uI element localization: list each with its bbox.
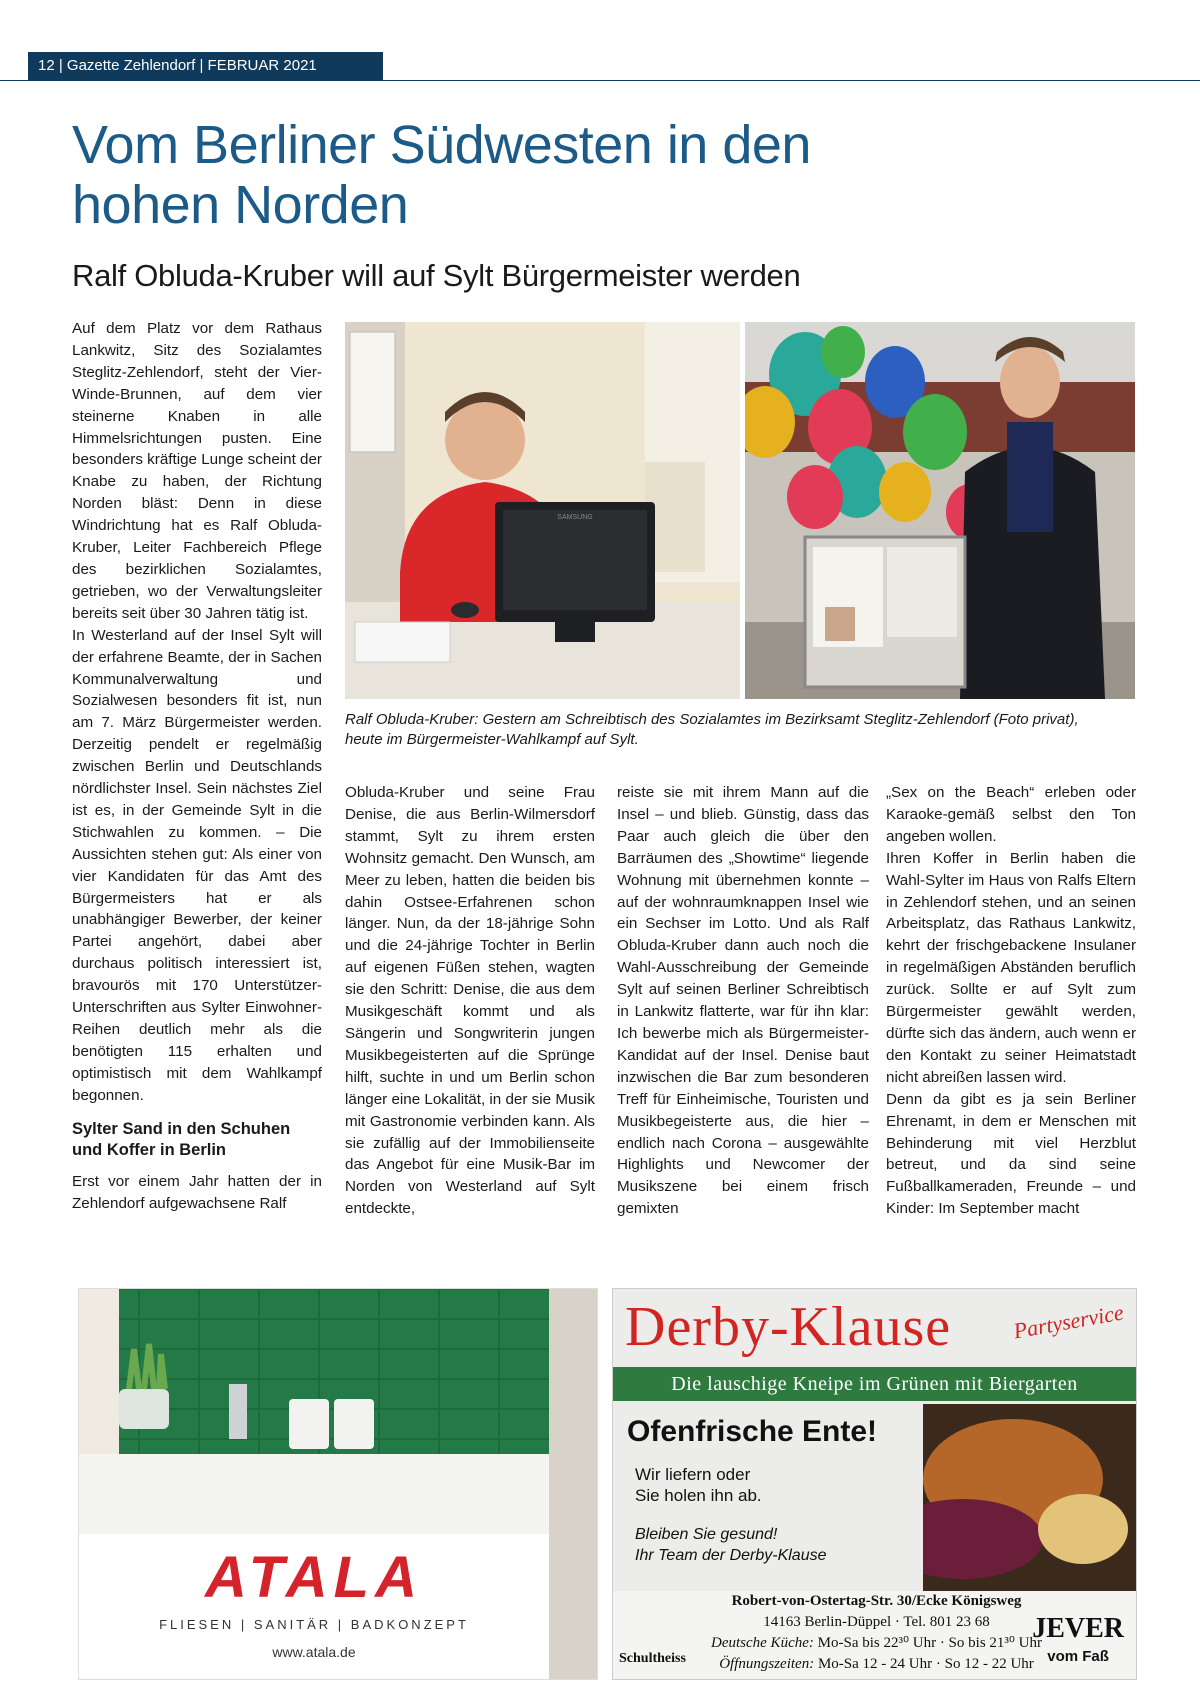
ad-derby-klause[interactable] [612,1288,1137,1680]
paragraph: In Westerland auf der Insel Sylt will der erfahrene Beamte, der in Sachen Kommunalverwaltung und Sozialwesen besonders fit ist, nun am 7. März Bürgermeister werden. Derzeitig pendelt er regelmäßig zwischen Berlin und Deutschlands nördlichster Insel. Sein nächstes Ziel ist es, in der Gemeinde Sylt in die Stichwahlen zu kommen. – Die Aussichten stehen gut: Als einer von vier Kandidaten für das Amt des Bürgermeisters hat er als unabhängiger Bewerber, der keiner Partei angehört, dabei aber durchaus politisch interessiert ist, bravourös mit 170 Unterstützer-Unterschriften aus Sylter Einwohner-Reihen deutlich mehr als die benötigten 115 erhalten und optimistisch mit dem Wahlkampf begonnen. [72,626,322,1104]
jever-name: JEVER [1032,1613,1124,1644]
derby-greeting-line-2: Ihr Team der Derby-Klause [635,1547,827,1564]
page-header: 12 | Gazette Zehlendorf | FEBRUAR 2021 [28,52,383,80]
photo-balloons [745,322,1135,699]
atala-tagline: FLIESEN | SANITÄR | BADKONZEPT [159,1617,469,1632]
derby-address: Robert-von-Ostertag-Str. 30/Ecke Königsweg [731,1593,1022,1609]
paragraph: Erst vor einem Jahr hatten der in Zehlendorf aufgewachsene Ralf [72,1172,322,1212]
balloons-illustration [745,322,1135,699]
header-rule [0,80,1200,81]
title-line-2: hohen Norden [72,175,409,235]
derby-greeting [635,1524,855,1566]
photo-office [345,322,740,699]
paragraph: Obluda-Kruber und seine Frau Denise, die aus Berlin-Wilmersdorf stammt, Sylt zu ihrem ersten Wohnsitz gemacht. Den Wunsch, am Meer zu leben, hatten die beiden bis dahin Ostsee-Erfahrenen schon länger. Nun, da der 18-jährige Sohn und die 24-jährige Tochter in Berlin auf eigenen Füßen stehen, wagten sie den Schritt: Denise, die aus dem Musikgeschäft kommt und als Sängerin und Songwriterin jungen Musikbegeisterten auf die Sprünge hilft, suchte in und um Berlin schon länger eine Lokalität, in der sie Musik mit Gastronomie verbinden kann. Als sie zufällig auf der Immobilienseite das Angebot für eine Musik-Bar im Norden von Westerland auf Sylt entdeckte, [345,784,595,1218]
monitor-brand: SAMSUNG [557,514,593,521]
caption-line-1: Ralf Obluda-Kruber: Gestern am Schreibtisch des Sozialamtes im Bezirksamt Steglitz-Zehlendorf (Foto privat), [345,711,1079,728]
paragraph: reiste sie mit ihrem Mann auf die Insel – und blieb. Günstig, dass das Paar auch gleich die über den Barräumen des „Showtime“ liegende Wohnung mit übernehmen konnte – auf der wohnraumknappen Insel wie ein Sechser im Lotto. Und als Ralf Obluda-Kruber dann auch noch die Wahl-Ausschreibung der Gemeinde Sylt auf seinen Berliner Schreibtisch in Lankwitz flatterte, war für ihn klar: Ich bewerbe mich als Bürgermeister-Kandidat auf der Insel. Denise baut inzwischen die Bar zum besonderen Treff für Einheimische, Touristen und Musikbegeisterte aus, die hier – endlich nach Corona – ausgewählte Highlights und Newcomer der Musikszene bei einem frisch gemixten [617,784,869,1218]
derby-headline: Ofenfrische Ente! [627,1415,878,1448]
article-title [72,115,972,235]
derby-open-hours: Mo-Sa 12 - 24 Uhr · So 12 - 22 Uhr [817,1656,1034,1672]
ad-atala[interactable] [78,1288,598,1680]
derby-text-line-1: Wir liefern oder [635,1465,751,1484]
paragraph: Ihren Koffer in Berlin haben die Wahl-Sylter im Haus von Ralfs Eltern in Zehlendorf stehen, und an seinen Arbeitsplatz, das Rathaus Lankwitz, kehrt der frischgebackene Insulaner in regelmäßigen Abständen beruflich zurück. Sollte er auf Sylt zum Bürgermeister gewählt werden, dürfte sich das ändern, auch wenn er den Kontakt zu seiner Heimatstadt nicht abreißen lassen wird. [886,849,1136,1086]
derby-kitchen-hours: Mo-Sa bis 22³⁰ Uhr · So bis 21³⁰ Uhr [817,1635,1042,1651]
article-column-1 [72,318,322,1214]
article-column-4 [886,782,1136,1220]
jever-sub: vom Faß [1047,1648,1109,1665]
derby-greeting-line-1: Bleiben Sie gesund! [635,1526,778,1543]
paragraph: Denn da gibt es ja sein Berliner Ehrenamt, in dem er Menschen mit Behinderung mit viel Herzblut betreut, und da sind seine Fußballkameraden, Freunde – und Kinder: Im September macht [886,1090,1136,1218]
title-line-1: Vom Berliner Südwesten in den [72,115,811,175]
atala-logo: ATALA [205,1545,423,1610]
derby-address-block [699,1591,1054,1675]
photo-caption [345,710,1135,750]
schultheiss-logo: Schultheiss [619,1651,686,1666]
derby-footer [613,1591,1136,1680]
derby-city-tel: 14163 Berlin-Düppel · Tel. 801 23 68 [763,1614,990,1630]
article-column-2 [345,782,595,1220]
derby-kitchen-label: Deutsche Küche: [711,1635,814,1651]
atala-branding [79,1534,549,1680]
derby-slogan: Die lauschige Kneipe im Grünen mit Biergarten [613,1367,1136,1401]
section-subheading: Sylter Sand in den Schuhen und Koffer in Berlin [72,1119,291,1159]
derby-text-line-2: Sie holen ihn ab. [635,1486,762,1505]
paragraph: Auf dem Platz vor dem Rathaus Lankwitz, Sitz des Sozialamtes Steglitz-Zehlendorf, steht der Vier-Winde-Brunnen, auf dem vier steinerne Knaben in alle Himmelsrichtungen pusten. Eine besonders kräftige Lunge scheint der Knabe zu haben, der Richtung Norden bläst: Denn in diese Windrichtung hat es Ralf Obluda-Kruber, Leiter Fachbereich Pflege des bezirklichen Sozialamtes, getrieben, wo der Verwaltungsleiter bereits seit über 30 Jahren tätig ist. [72,320,322,622]
derby-open-label: Öffnungszeiten: [719,1656,815,1672]
article-subtitle: Ralf Obluda-Kruber will auf Sylt Bürgermeister werden [72,258,801,293]
derby-partyservice: Partyservice [1011,1299,1126,1344]
article-column-3 [617,782,869,1220]
paragraph: „Sex on the Beach“ erleben oder Karaoke-gemäß selbst den Ton angeben wollen. [886,784,1136,845]
derby-name: Derby-Klause [625,1296,952,1358]
derby-delivery-text [635,1464,855,1506]
caption-line-2: heute im Bürgermeister-Wahlkampf auf Sylt. [345,731,639,748]
jever-logo [1032,1615,1124,1671]
office-illustration [345,322,740,699]
atala-url[interactable]: www.atala.de [272,1644,356,1660]
